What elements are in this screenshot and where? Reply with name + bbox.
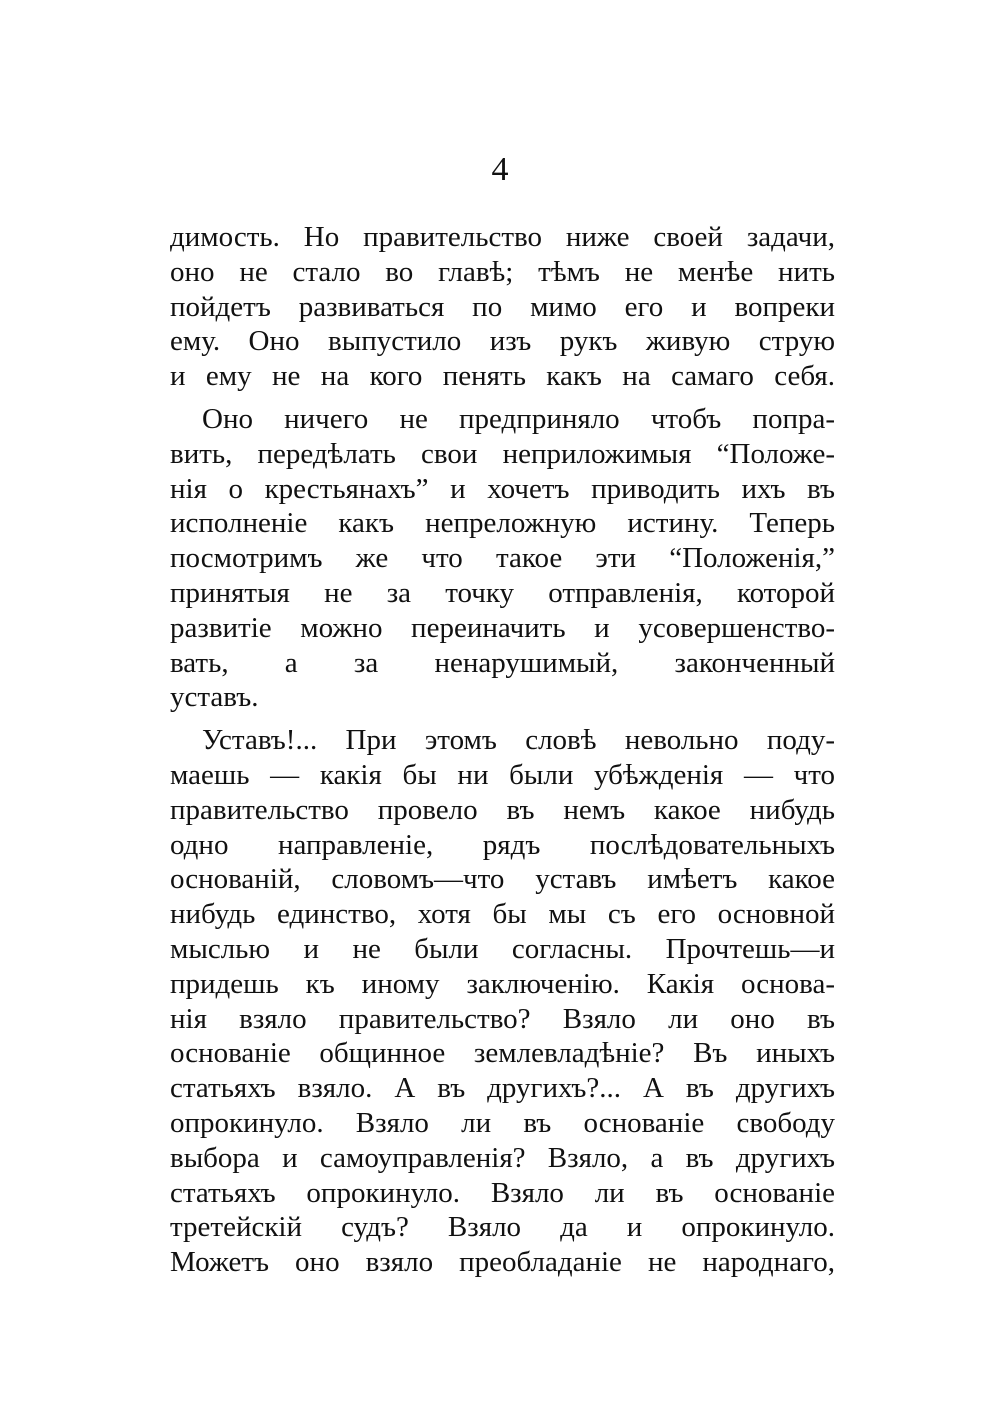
text-line: основаній, словомъ—что уставъ имѣетъ какое	[170, 863, 835, 896]
text-line: димость. Но правительство ниже своей задачи,	[170, 221, 835, 253]
text-line: Уставъ!... При этомъ словѣ невольно поду-	[202, 724, 835, 757]
text-line: придешь къ иному заключенію. Какія основа-	[170, 967, 835, 1000]
paragraph-2	[170, 402, 835, 715]
text-line: статьяхъ взяло. А въ другихъ?... А въ другихъ	[170, 1072, 835, 1105]
text-line: нибудь единство, хотя бы мы съ его основной	[170, 898, 835, 931]
text-line: пойдетъ развиваться по мимо его и вопреки	[170, 290, 835, 323]
text-line: одно направленіе, рядъ послѣдовательныхъ	[170, 828, 835, 861]
text-line: вать, а за ненарушимый, законченный	[170, 646, 835, 679]
text-line: выбора и самоуправленія? Взяло, а въ другихъ	[170, 1141, 835, 1174]
text-line: Оно ничего не предприняло чтобъ попра-	[202, 402, 835, 435]
text-line: Можетъ оно взяло преобладаніе не народнаго,	[170, 1246, 835, 1279]
text-line: принятыя не за точку отправленія, которой	[170, 576, 835, 609]
text-line: посмотримъ же что такое эти “Положенія,”	[170, 542, 835, 575]
text-line: исполненіе какъ непреложную истину. Теперь	[170, 507, 835, 540]
paragraph-1	[170, 220, 835, 394]
text-line: опрокинуло. Взяло ли въ основаніе свободу	[170, 1106, 835, 1139]
page-number: 4	[491, 151, 509, 188]
text-line: ему. Оно выпустило изъ рукъ живую струю	[170, 325, 835, 358]
text-line: нія о крестьянахъ” и хочетъ приводить ихъ въ	[170, 472, 835, 505]
text-line: нія взяло правительство? Взяло ли оно въ	[170, 1002, 835, 1035]
text-line: основаніе общинное землевладѣніе? Въ иныхъ	[170, 1037, 835, 1070]
text-line: мыслью и не были согласны. Прочтешь—и	[170, 932, 835, 965]
text-line: и ему не на кого пенять какъ на самаго себя.	[170, 360, 835, 393]
paragraph-3	[170, 723, 835, 1280]
text-line: вить, передѣлать свои неприложимыя “Положе-	[170, 437, 835, 470]
text-line: развитіе можно переиначить и усовершенство-	[170, 611, 835, 644]
text-line: уставъ.	[170, 681, 259, 714]
text-line: третейскій судъ? Взяло да и опрокинуло.	[170, 1211, 835, 1244]
text-line: правительство провело въ немъ какое нибудь	[170, 793, 835, 826]
text-line: маешь — какія бы ни были убѣжденія — что	[170, 758, 835, 791]
body-text	[170, 220, 835, 1280]
text-line: оно не стало во главѣ; тѣмъ не менѣе нить	[170, 255, 835, 288]
text-line: статьяхъ опрокинуло. Взяло ли въ основаніе	[170, 1176, 835, 1209]
